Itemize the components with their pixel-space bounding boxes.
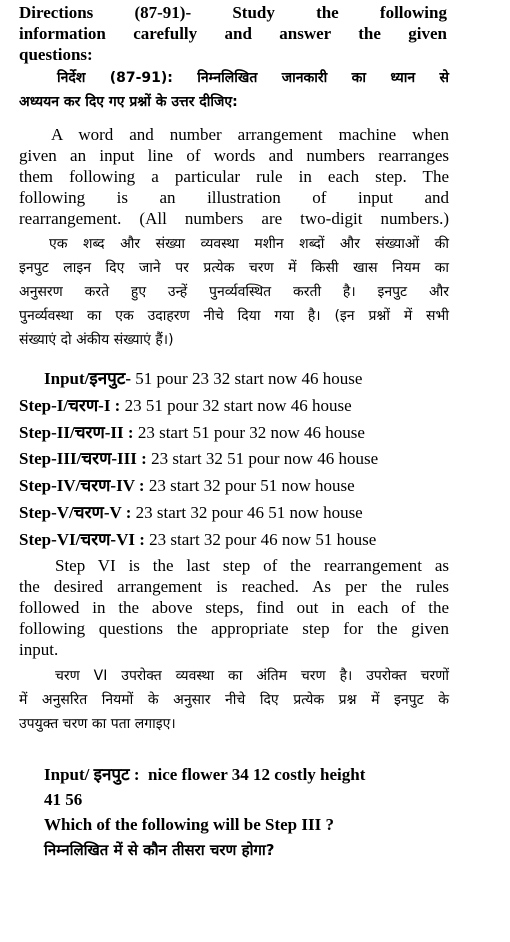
directions-line: questions: [19, 45, 93, 64]
step-value: 23 start 32 pour 51 now house [148, 476, 355, 495]
note-english [19, 555, 449, 660]
note-hindi-line: चरण VI उपरोक्त व्यवस्था का अंतिम चरण है। उपरोक्त चरणों [55, 668, 449, 684]
directions-line: Directions (87-91)- Study the following [19, 3, 447, 22]
step-value: 23 start 32 51 pour now 46 house [151, 449, 379, 468]
intro-hindi-line: एक शब्द और संख्या व्यवस्था मशीन शब्दों और संख्याओं की [49, 236, 449, 252]
intro-hindi [19, 232, 449, 352]
intro-english [19, 124, 449, 229]
step-value: 23 51 pour 32 start now 46 house [124, 396, 352, 415]
step-label: Step-VI/चरण-VI : [19, 530, 145, 549]
illustration-step [19, 500, 489, 523]
intro-line: A word and number arrangement machine when [51, 125, 449, 144]
question-input-line: Input/ इनपुट : nice flower 34 12 costly height [44, 765, 366, 784]
directions-line: information carefully and answer the given [19, 24, 447, 43]
intro-hindi-line: इनपुट लाइन दिए जाने पर प्रत्येक चरण में किसी खास नियम का [19, 260, 449, 276]
question-english: Which of the following will be Step III ? [44, 815, 334, 834]
illustration-step [19, 473, 489, 496]
directions-hindi-line: अध्ययन कर दिए गए प्रश्नों के उत्तर दीजिए: [19, 94, 238, 110]
intro-line: given an input line of words and numbers rearranges [19, 146, 449, 165]
note-line: following questions the appropriate step for the given [19, 619, 449, 638]
illustration-step [19, 446, 489, 469]
note-line: Step VI is the last step of the rearrangement as [55, 556, 449, 575]
step-label: Step-IV/चरण-IV : [19, 476, 145, 495]
intro-hindi-line: पुनर्व्यवस्था का एक उदाहरण नीचे दिया गया है। (इन प्रश्नों में सभी [19, 308, 449, 324]
intro-line: following is an illustration of input and [19, 188, 449, 207]
input-value: 51 pour 23 32 start now 46 house [135, 369, 363, 388]
illustration-step [19, 527, 489, 550]
illustration-step [19, 393, 489, 416]
question-input-line: 41 56 [44, 790, 83, 809]
illustration-step [19, 420, 489, 443]
question-hindi: निम्नलिखित में से कौन तीसरा चरण होगा? [44, 841, 275, 859]
directions-hindi [19, 66, 449, 114]
intro-line: them following a particular rule in each step. The [19, 167, 449, 186]
intro-hindi-line: संख्याएं दो अंकीय संख्याएं हैं।) [19, 332, 174, 348]
intro-hindi-line: अनुसरण करते हुए उन्हें पुनर्व्यवस्थित करती है। इनपुट और [19, 284, 449, 300]
step-label: Step-V/चरण-V : [19, 503, 132, 522]
illustration-input [44, 366, 510, 389]
step-label: Step-I/चरण-I : [19, 396, 121, 415]
question-block [44, 762, 444, 863]
step-label: Step-III/चरण-III : [19, 449, 147, 468]
step-value: 23 start 51 pour 32 now 46 house [137, 423, 365, 442]
step-value: 23 start 32 pour 46 51 now house [135, 503, 363, 522]
note-hindi-line: उपयुक्त चरण का पता लगाइए। [19, 716, 176, 732]
note-line: the desired arrangement is reached. As per the rules [19, 577, 449, 596]
note-line: input. [19, 640, 59, 659]
step-label: Step-II/चरण-II : [19, 423, 134, 442]
directions-hindi-line: निर्देश (87-91): निम्नलिखित जानकारी का ध्यान से [57, 70, 449, 86]
note-hindi-line: में अनुसरित नियमों के अनुसार नीचे दिए प्रत्येक प्रश्न में इनपुट के [19, 692, 449, 708]
input-label: Input/इनपुट- [44, 369, 132, 388]
step-value: 23 start 32 pour 46 now 51 house [149, 530, 377, 549]
intro-line: rearrangement. (All numbers are two-digit numbers.) [19, 209, 449, 228]
directions-english [19, 2, 447, 65]
note-hindi [19, 664, 449, 736]
note-line: followed in the above steps, find out in each of the [19, 598, 449, 617]
